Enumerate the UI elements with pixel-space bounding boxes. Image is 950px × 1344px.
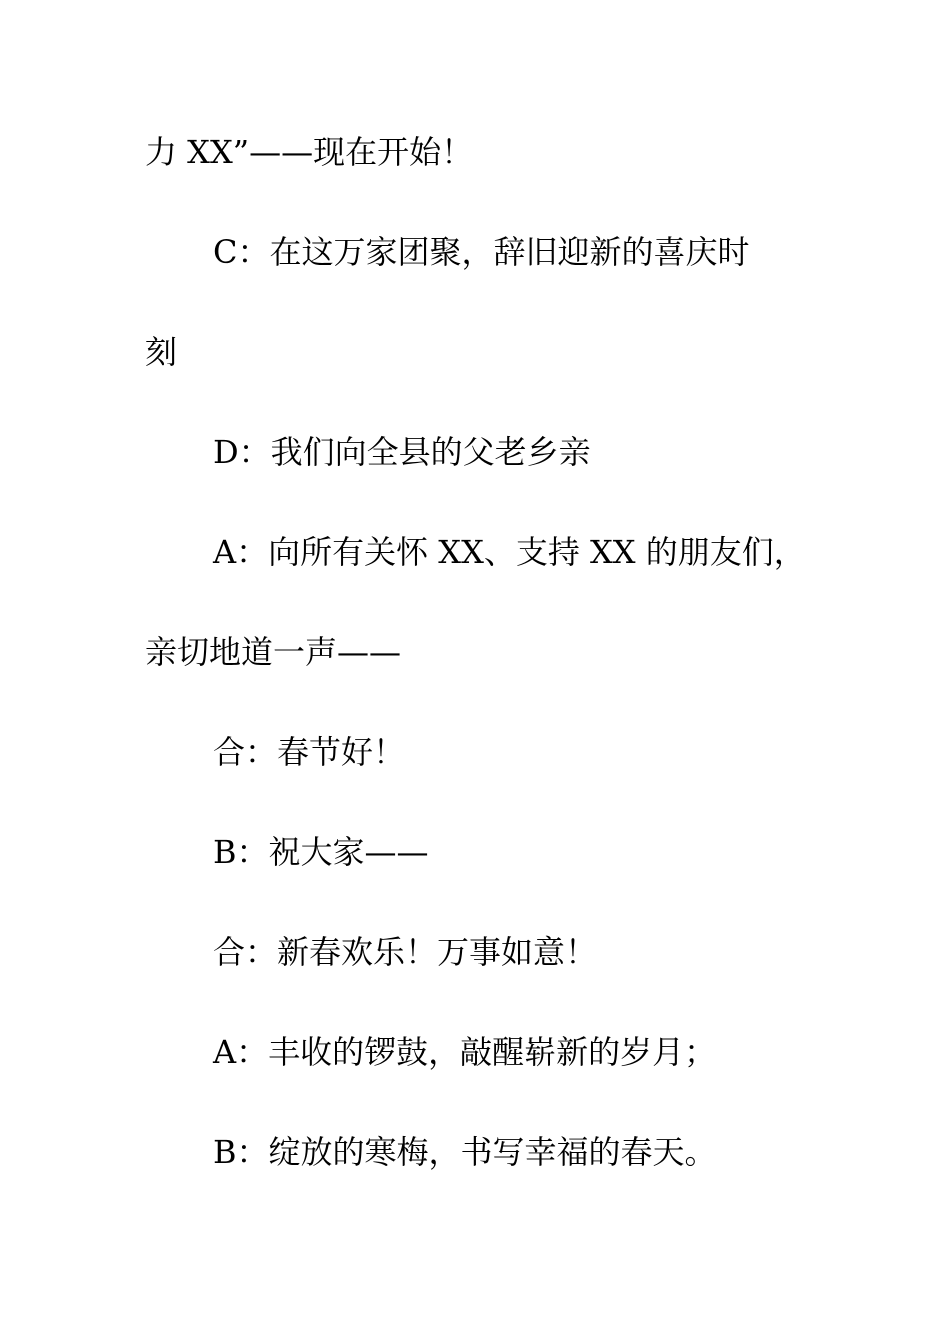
text-line: D：我们向全县的父老乡亲	[213, 433, 591, 471]
text-line: 合：春节好！	[213, 733, 406, 771]
text-line: B：绽放的寒梅，书写幸福的春天。	[213, 1133, 717, 1171]
text-line: B：祝大家——	[213, 833, 429, 871]
text-line: 合：新春欢乐！万事如意！	[213, 933, 598, 971]
text-line: 刻	[145, 333, 178, 371]
text-line: A：向所有关怀 XX、支持 XX 的朋友们，	[213, 533, 806, 571]
text-line: 亲切地道一声——	[145, 633, 402, 671]
text-line: A：丰收的锣鼓，敲醒崭新的岁月；	[213, 1033, 717, 1071]
text-line: 力 XX”——现在开始！	[145, 133, 474, 171]
text-line: C：在这万家团聚，辞旧迎新的喜庆时	[213, 233, 750, 271]
